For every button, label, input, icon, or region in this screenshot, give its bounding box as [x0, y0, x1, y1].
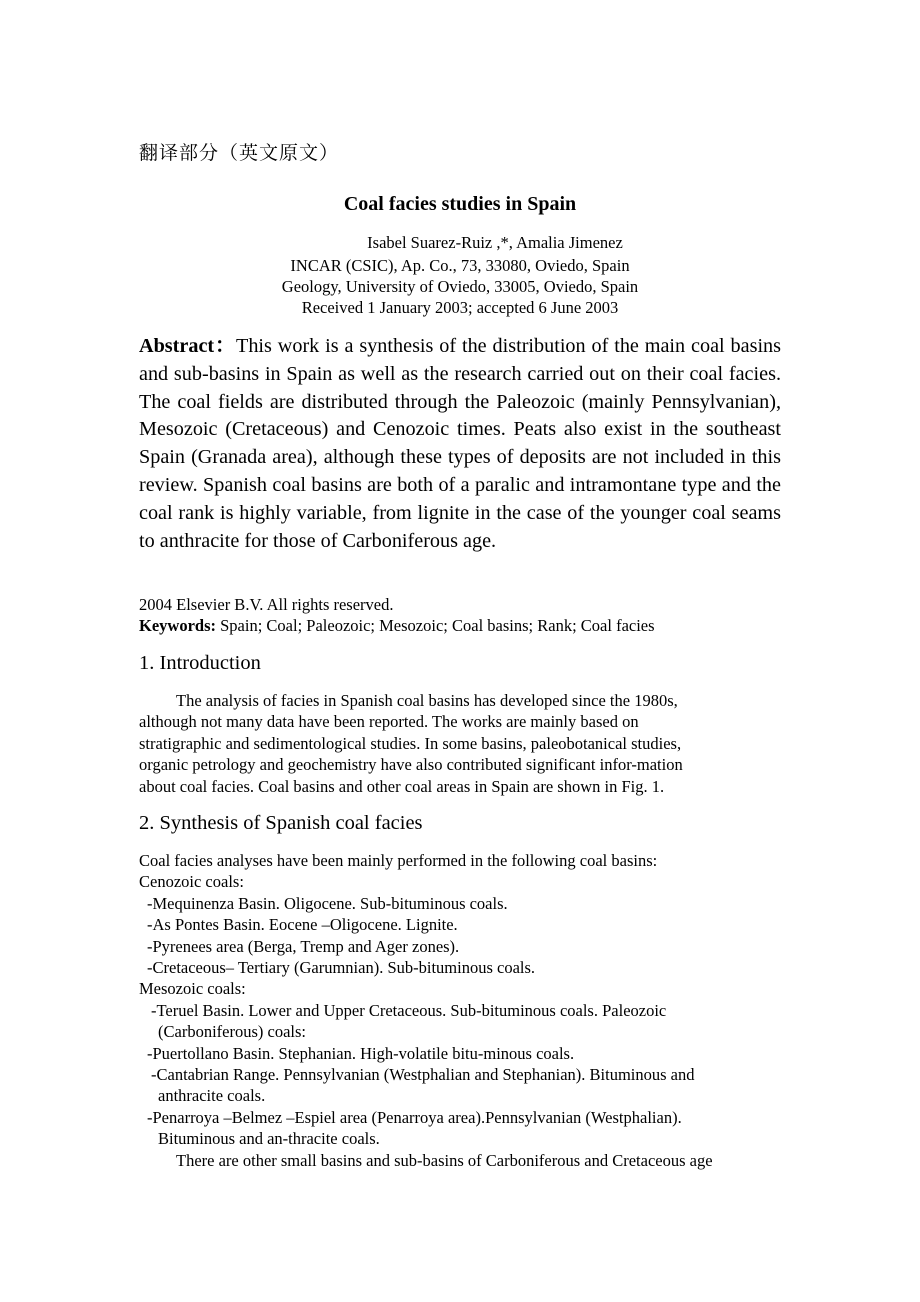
list-item: -As Pontes Basin. Eocene –Oligocene. Lignite. — [147, 915, 458, 935]
abstract-text: This work is a synthesis of the distribution of the main coal basins and sub-basins in Spain as well as the research carried out on their coal facies. The coal fields are distributed through the Paleozoic (mainly Pennsylvanian), Mesozoic (Cretaceous) and Cenozoic times. Peats also exist in the southeast Spain (Granada area), although these types of deposits are not included in this review. Spanish coal basins are both of a paralic and intramontane type and the coal rank is highly variable, from lignite in the case of the younger coal seams to anthracite for those of Carboniferous age. — [139, 335, 781, 552]
list-item-continuation: Bituminous and an-thracite coals. — [158, 1129, 380, 1149]
synthesis-paragraph — [139, 850, 713, 1171]
paragraph-line: stratigraphic and sedimentological studies. In some basins, paleobotanical studies, — [139, 733, 682, 753]
section-heading-synthesis: 2. Synthesis of Spanish coal facies — [139, 812, 423, 834]
copyright-line: 2004 Elsevier B.V. All rights reserved. — [139, 595, 394, 614]
affiliation-incar: INCAR (CSIC), Ap. Co., 73, 33080, Oviedo, Spain — [290, 256, 630, 275]
list-item: -Penarroya –Belmez –Espiel area (Penarroya area).Pennsylvanian (Westphalian). — [147, 1107, 682, 1127]
abstract — [139, 333, 781, 555]
received-dates: Received 1 January 2003; accepted 6 June 2003 — [301, 298, 619, 317]
paragraph-line: Coal facies analyses have been mainly performed in the following coal basins: — [139, 851, 658, 870]
paragraph-line: organic petrology and geochemistry have also contributed significant infor-mation — [139, 755, 683, 775]
keywords-line — [139, 616, 655, 636]
list-group-label: Mesozoic coals: — [139, 979, 246, 999]
list-group-label: Cenozoic coals: — [139, 872, 244, 892]
list-item: -Teruel Basin. Lower and Upper Cretaceous. Sub-bituminous coals. Paleozoic — [151, 1000, 667, 1020]
paragraph-line: The analysis of facies in Spanish coal basins has developed since the 1980s, — [176, 691, 678, 710]
list-item: -Mequinenza Basin. Oligocene. Sub-bituminous coals. — [147, 893, 508, 913]
list-item-continuation: (Carboniferous) coals: — [158, 1022, 306, 1042]
affiliation-oviedo: Geology, University of Oviedo, 33005, Oviedo, Spain — [281, 277, 639, 296]
paper-title: Coal facies studies in Spain — [343, 193, 577, 215]
introduction-paragraph — [139, 690, 683, 797]
list-item: -Pyrenees area (Berga, Tremp and Ager zones). — [147, 936, 460, 956]
paragraph-line: about coal facies. Coal basins and other coal areas in Spain are shown in Fig. 1. — [139, 776, 665, 796]
paragraph-line: There are other small basins and sub-basins of Carboniferous and Cretaceous age — [176, 1150, 713, 1170]
keywords-label: Keywords: — [139, 616, 216, 635]
list-item-continuation: anthracite coals. — [158, 1086, 266, 1106]
section-heading-introduction: 1. Introduction — [139, 652, 261, 674]
abstract-label: Abstract： — [139, 335, 236, 357]
paragraph-line: although not many data have been reported. The works are mainly based on — [139, 712, 639, 732]
authors: Isabel Suarez-Ruiz ,*, Amalia Jimenez — [367, 233, 623, 252]
list-item: -Puertollano Basin. Stephanian. High-volatile bitu-minous coals. — [147, 1043, 575, 1063]
list-item: -Cretaceous– Tertiary (Garumnian). Sub-bituminous coals. — [147, 958, 536, 978]
list-item: -Cantabrian Range. Pennsylvanian (Westphalian and Stephanian). Bituminous and — [151, 1065, 695, 1085]
keywords-text: Spain; Coal; Paleozoic; Mesozoic; Coal basins; Rank; Coal facies — [216, 616, 655, 635]
chinese-header: 翻译部分（英文原文） — [139, 142, 340, 164]
